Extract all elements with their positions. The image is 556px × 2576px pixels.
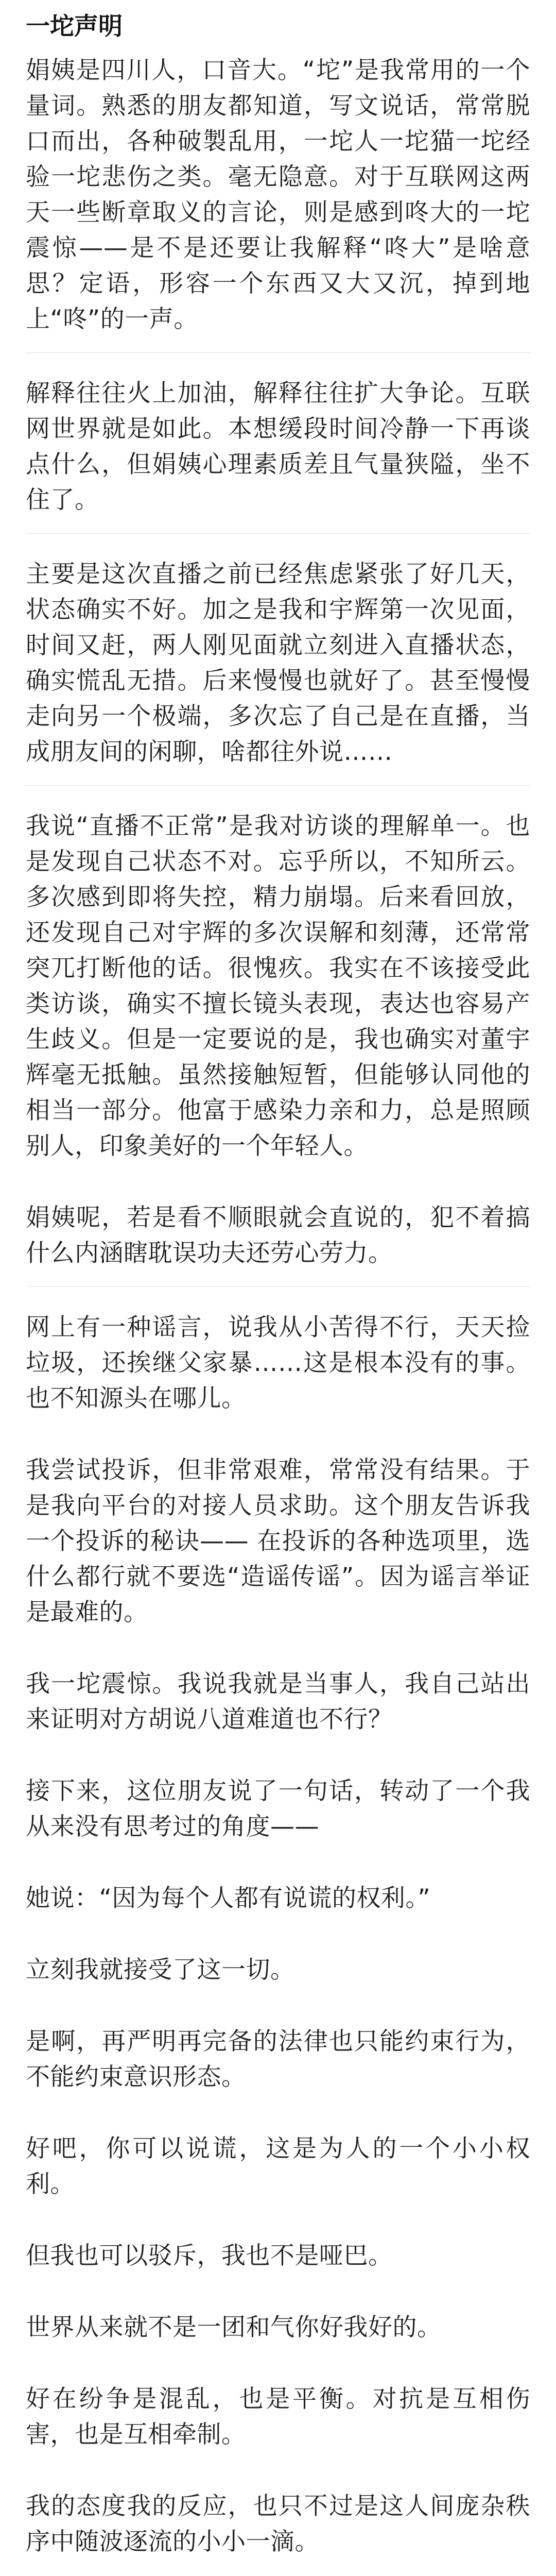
paragraph-6: 网上有一种谣言，说我从小苦得不行，天天捡垃圾，还挨继父家暴……这是根本没有的事。也不知源头在哪儿。 — [26, 1313, 530, 1413]
paragraph-10: 她说：“因为每个人都有说谎的权利。” — [26, 1884, 431, 1912]
paragraph-17: 我的态度我的反应，也只不过是这人间庞杂秩序中随波逐流的小小一滴。 — [26, 2492, 530, 2556]
paragraph-12: 是啊，再严明再完备的法律也只能约束行为，不能约束意识形态。 — [26, 2027, 530, 2091]
paragraph-divider — [26, 533, 530, 534]
paragraph-11: 立刻我就接受了这一切。 — [26, 1956, 295, 1984]
paragraph-15: 世界从来就不是一团和气你好我好的。 — [26, 2313, 442, 2342]
paragraph-3: 主要是这次直播之前已经焦虑紧张了好几天，状态确实不好。加之是我和宇辉第一次见面，时间又赶，两人刚见面就立刻进入直播状态，确实慌乱无措。后来慢慢也就好了。甚至慢慢走向另一个极端，多次忘了自己是在直播，当成朋友间的闲聊，啥都往外说…… — [26, 560, 530, 766]
paragraph-divider — [26, 352, 530, 353]
document-title: 一坨声明 — [26, 12, 123, 41]
paragraph-14: 但我也可以驳斥，我也不是哑巴。 — [26, 2242, 393, 2270]
paragraph-4: 我说“直播不正常”是我对访谈的理解单一。也是发现自己状态不对。忘乎所以，不知所云。多次感到即将失控，精力崩塌。后来看回放，还发现自己对宇辉的多次误解和刻薄，还常常突兀打断他的话。很愧疚。我实在不该接受此类访谈，确实不擅长镜头表现，表达也容易产生歧义。但是一定要说的是，我也确实对董宇辉毫无抵触。虽然接触短暂，但能够认同他的相当一部分。他富于感染力亲和力，总是照顾别人，印象美好的一个年轻人。 — [26, 812, 530, 1160]
paragraph-divider — [26, 1286, 530, 1287]
paragraph-16: 好在纷争是混乱，也是平衡。对抗是互相伤害，也是互相牵制。 — [26, 2385, 530, 2449]
paragraph-2: 解释往往火上加油，解释往往扩大争论。互联网世界就是如此。本想缓段时间冷静一下再谈点什么，但娟姨心理素质差且气量狭隘，坐不住了。 — [26, 379, 530, 514]
paragraph-9: 接下来，这位朋友说了一句话，转动了一个我从来没有思考过的角度—— — [26, 1777, 530, 1841]
paragraph-5: 娟姨呢，若是看不顺眼就会直说的，犯不着搞什么内涵瞎耽误功夫还劳心劳力。 — [26, 1204, 530, 1267]
paragraph-7: 我尝试投诉，但非常艰难，常常没有结果。于是我向平台的对接人员求助。这个朋友告诉我一个投诉的秘诀—— 在投诉的各种选项里，选什么都行就不要选“造谣传谣”。因为谣言举证是最难的。 — [26, 1456, 530, 1626]
paragraph-divider — [26, 785, 530, 786]
paragraph-13: 好吧，你可以说谎，这是为人的一个小小权利。 — [26, 2134, 530, 2198]
paragraph-8: 我一坨震惊。我说我就是当事人，我自己站出来证明对方胡说八道难道也不行？ — [26, 1670, 530, 1734]
paragraph-1: 娟姨是四川人，口音大。“坨”是我常用的一个量词。熟悉的朋友都知道，写文说话，常常脱口而出，各种破製乱用，一坨人一坨猫一坨经验一坨悲伤之类。毫无隐意。对于互联网这两天一些断章取义的言论，则是感到咚大的一坨震惊——是不是还要让我解释“咚大”是啥意思？定语，形容一个东西又大又沉，掉到地上“咚”的一声。 — [26, 56, 530, 333]
